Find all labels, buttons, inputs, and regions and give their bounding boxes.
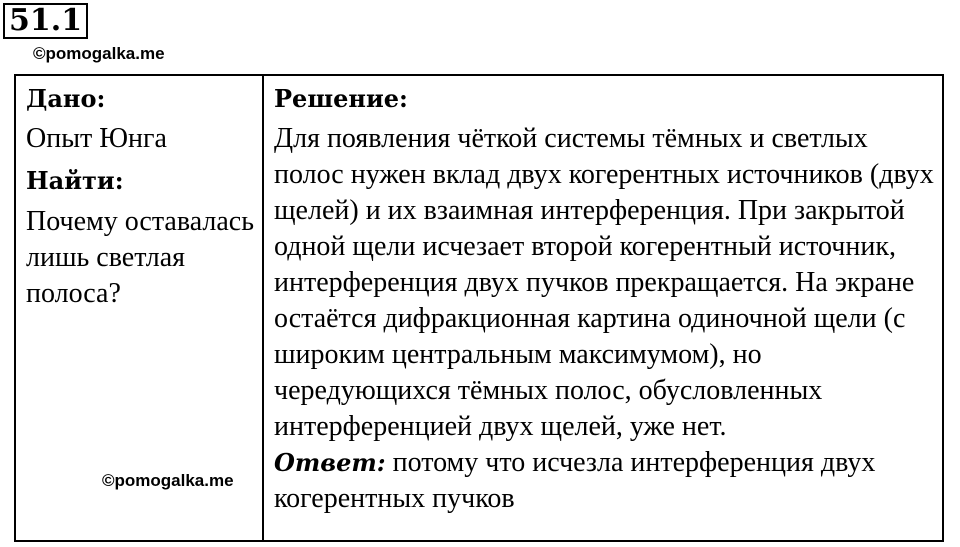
- answer-text: потому что исчезла интерференция двух когерентных пучков: [274, 447, 876, 514]
- solution-heading: Решение:: [274, 84, 408, 113]
- watermark-top: ©pomogalka.me: [33, 44, 165, 63]
- answer-label: Ответ:: [274, 448, 386, 477]
- solution-body: [274, 121, 939, 517]
- find-heading: Найти:: [26, 166, 124, 195]
- given-text: Опыт Юнга: [26, 123, 167, 154]
- task-number: 51.1: [3, 3, 88, 39]
- watermark-bottom: ©pomogalka.me: [102, 471, 234, 490]
- given-heading: Дано:: [26, 84, 106, 113]
- solution-column: [264, 76, 942, 540]
- find-text: Почему оставалась лишь светлая полоса?: [26, 206, 254, 309]
- solution-text: Для появления чёткой системы тёмных и светлых полос нужен вклад двух когерентных источников (двух щелей) и их взаимная интерференция. При закрытой одной щели исчезает второй когерентный источник, интерференция двух пучков прекращается. На экране остаётся дифракционная картина одиночной щели (с широким центральным максимумом), но чередующихся тёмных полос, обусловленных интерференцией двух щелей, уже нет.: [274, 123, 934, 442]
